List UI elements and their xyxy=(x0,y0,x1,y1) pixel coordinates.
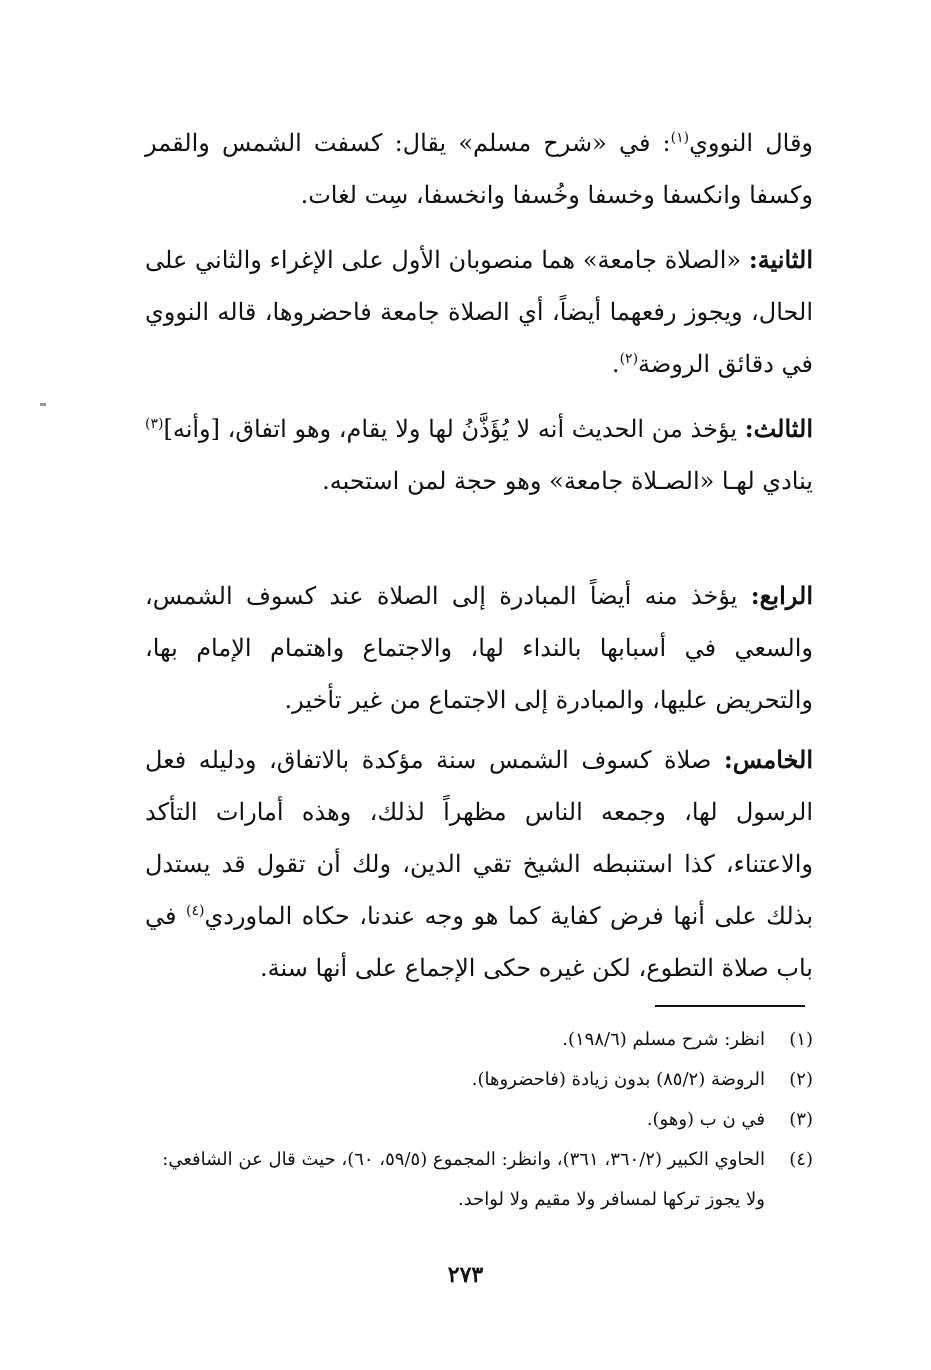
footnote-ref-1[interactable]: (١) xyxy=(670,130,690,146)
footnote-2 xyxy=(145,1060,813,1100)
footnote-text: الروضة (٨٥/٢) بدون زيادة (فاحضروها). xyxy=(471,1069,765,1090)
footnote-number: (٢) xyxy=(789,1069,813,1090)
paragraph-body-cont: . xyxy=(611,350,620,378)
footnote-number: (٣) xyxy=(789,1109,813,1130)
footnote-1 xyxy=(145,1020,813,1060)
paragraph-body: يؤخذ من الحديث أنه لا يُؤَذَّنُ لها ولا يقام، وهو اتفاق، [وأنه] xyxy=(163,415,745,443)
footnote-text: الحاوي الكبير (٣٦٠/٢، ٣٦١)، وانظر: المجموع (٥٩/٥، ٦٠)، حيث قال عن الشافعي: ولا يجوز تركها لمسافر ولا مقيم ولا لواحد. xyxy=(162,1149,765,1210)
paragraph-body-cont: : في «شرح مسلم» يقال: كسفت الشمس والقمر وكسفا وانكسفا وخسفا وخُسفا وانخسفا، سِت لغات. xyxy=(145,129,813,209)
footnote-4 xyxy=(145,1140,813,1220)
paragraph-text xyxy=(145,734,813,994)
footnote-ref-3[interactable]: (٣) xyxy=(145,416,164,432)
paragraph-body: «الصلاة جامعة» هما منصوبان الأول على الإغراء والثاني على الحال، ويجوز رفعهما أيضاً، أي الصلاة جامعة فاحضروها، قاله النووي في دقائق الروضة xyxy=(145,246,813,378)
paragraph-fifth xyxy=(145,734,813,994)
footnote-separator xyxy=(655,1005,805,1007)
footnote-text: في ن ب (وهو). xyxy=(646,1109,765,1130)
paragraph-lead: الرابع: xyxy=(750,581,813,610)
scan-speck xyxy=(40,403,46,406)
paragraph-lead: الخامس: xyxy=(723,745,813,774)
paragraph-body: يؤخذ منه أيضاً المبادرة إلى الصلاة عند كسوف الشمس، والسعي في أسبابها بالنداء لها، والاجتماع واهتمام الإمام بها، والتحريض عليها، والمبادرة إلى الاجتماع من غير تأخير. xyxy=(145,582,813,714)
paragraph-lead: الثانية: xyxy=(748,245,814,274)
paragraph-text xyxy=(145,403,813,507)
paragraph-body: صلاة كسوف الشمس سنة مؤكدة بالاتفاق، ودليله فعل الرسول لها، وجمعه الناس مظهراً لذلك، وهذه أمارات التأكد والاعتناء، كذا استنبطه الشيخ تقي الدين، ولك أن تقول قد يستدل بذلك على أنها فرض كفاية كما هو وجه عندنا، حكاه الماوردي xyxy=(145,746,813,930)
paragraph-nawawi xyxy=(145,117,813,221)
footnote-number: (٤) xyxy=(789,1149,813,1170)
paragraph-third xyxy=(145,403,813,507)
footnote-3 xyxy=(145,1100,813,1140)
paragraph-fourth xyxy=(145,570,813,726)
paragraph-second xyxy=(145,234,813,390)
paragraph-lead: الثالث: xyxy=(744,414,813,443)
paragraph-text xyxy=(145,570,813,726)
paragraph-body: وقال النووي xyxy=(689,129,814,157)
page-number: ٢٧٣ xyxy=(447,1262,484,1288)
paragraph-text xyxy=(145,234,813,390)
paragraph-body-cont: في باب صلاة التطوع، لكن غيره حكى الإجماع على أنها سنة. xyxy=(145,902,813,982)
footnote-ref-2[interactable]: (٢) xyxy=(619,351,639,367)
paragraph-body-cont: ينادي لهـا «الصـلاة جامعة» وهو حجة لمن استحبه. xyxy=(322,467,813,495)
paragraph-text xyxy=(145,117,813,221)
footnote-number: (١) xyxy=(789,1029,813,1050)
footnote-ref-4[interactable]: (٤) xyxy=(185,903,205,919)
footnotes xyxy=(145,1020,813,1220)
footnote-text: انظر: شرح مسلم (١٩٨/٦). xyxy=(562,1029,765,1050)
